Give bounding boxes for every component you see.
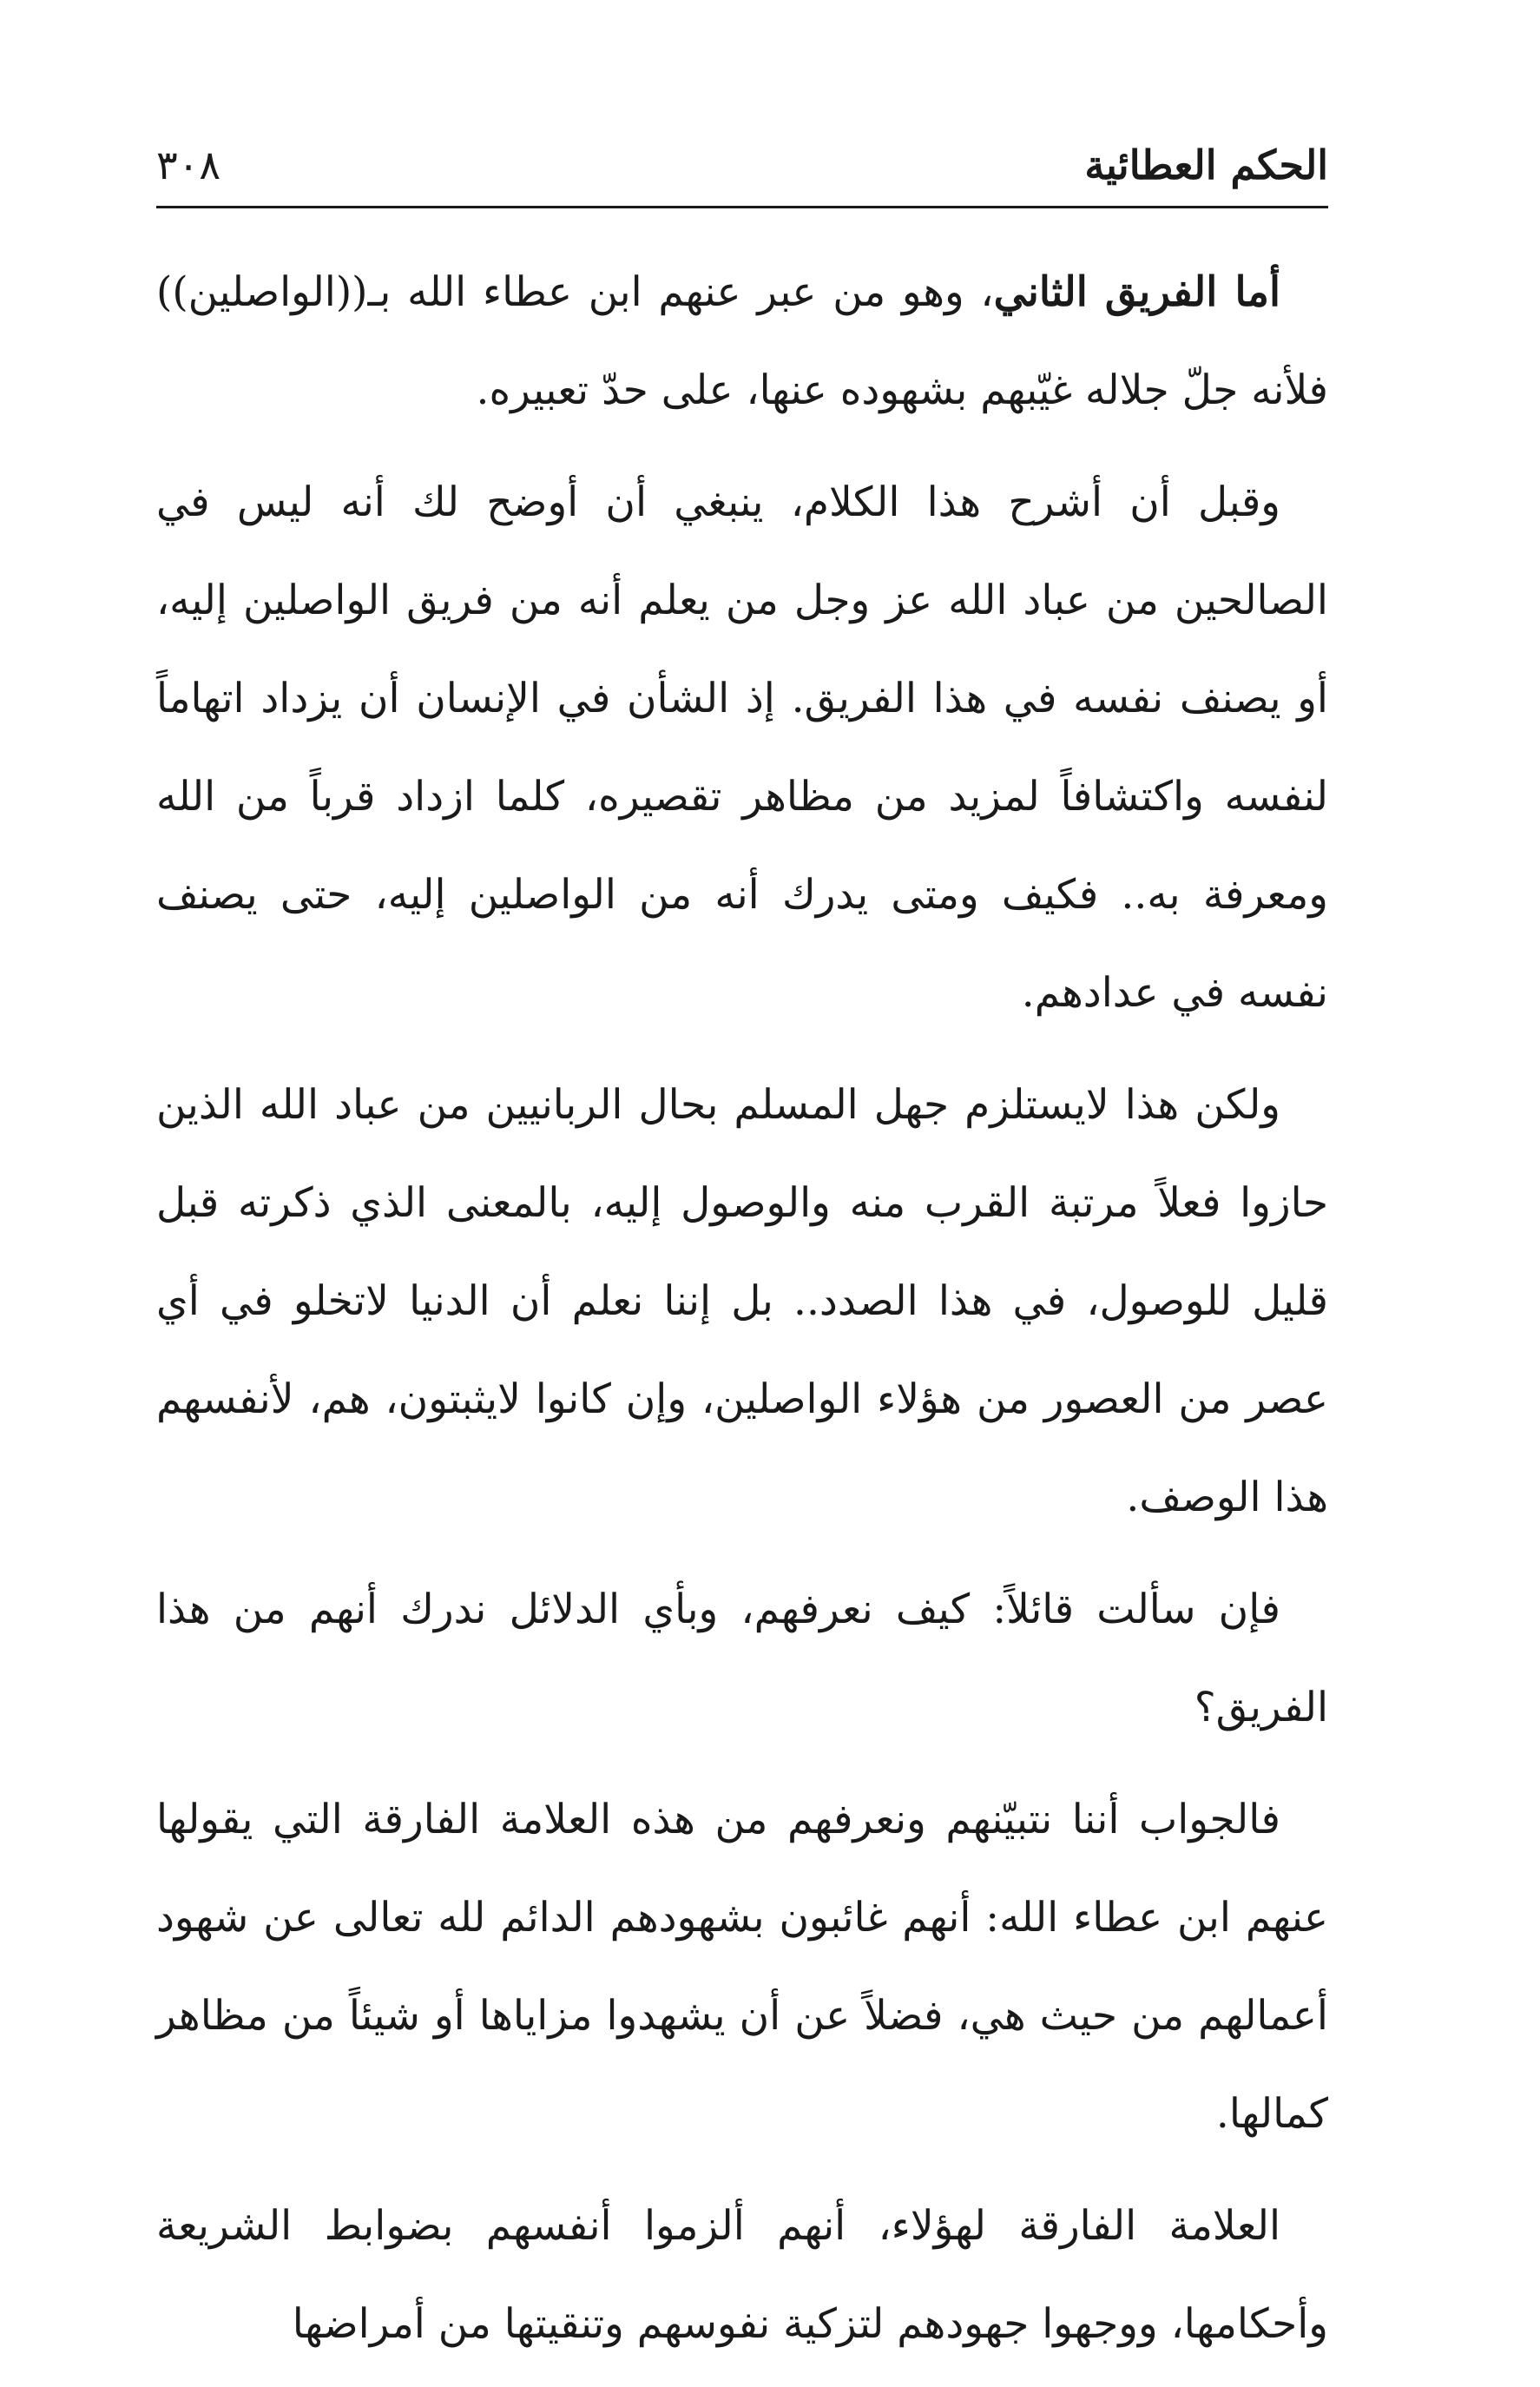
paragraph-1 bbox=[156, 243, 1328, 439]
paragraph-text: وقبل أن أشرح هذا الكلام، ينبغي أن أوضح لك أنه ليس في الصالحين من عباد الله عز وجل من يعلم أنه من فريق الواصلين إليه، أو يصنف نفسه في هذا الفريق. إذ الشأن في الإنسان أن يزداد اتهاماً لنفسه واكتشافاً لمزيد من مظاهر تقصيره، كلما ازداد قرباً من الله ومعرفة به.. فكيف ومتى يدرك أنه من الواصلين إليه، حتى يصنف نفسه في عدادهم. bbox=[156, 478, 1328, 1017]
paragraph-3 bbox=[156, 1056, 1328, 1546]
paragraph-2 bbox=[156, 453, 1328, 1042]
paragraph-5 bbox=[156, 1770, 1328, 2163]
paragraph-text: فإن سألت قائلاً: كيف نعرفهم، وبأي الدلائل ندرك أنهم من هذا الفريق؟ bbox=[156, 1586, 1328, 1731]
paragraph-text: ، وهو من عبر عنهم ابن عطاء الله بـ((الواصلين)) فلأنه جلّ جلاله غيّبهم بشهوده عنها، على حدّ تعبيره. bbox=[156, 268, 1328, 414]
paragraph-lead: أما الفريق الثاني bbox=[993, 268, 1281, 316]
header-divider bbox=[156, 206, 1328, 208]
paragraph-text: ولكن هذا لايستلزم جهل المسلم بحال الربانيين من عباد الله الذين حازوا فعلاً مرتبة القرب منه والوصول إليه، بالمعنى الذي ذكرته قبل قليل للوصول، في هذا الصدد.. بل إننا نعلم أن الدنيا لاتخلو في أي عصر من العصور من هؤلاء الواصلين، وإن كانوا لايثبتون، هم، لأنفسهم هذا الوصف. bbox=[156, 1081, 1328, 1521]
paragraph-4 bbox=[156, 1560, 1328, 1757]
page-number: ٣٠٨ bbox=[156, 142, 221, 188]
paragraph-6 bbox=[156, 2177, 1328, 2373]
running-header bbox=[156, 130, 1328, 208]
paragraph-text: فالجواب أننا نتبيّنهم ونعرفهم من هذه العلامة الفارقة التي يقولها عنهم ابن عطاء الله: أنهم غائبون بشهودهم الدائم لله تعالى عن شهود أعمالهم من حيث هي، فضلاً عن أن يشهدوا مزاياها أو شيئاً من مظاهر كمالها. bbox=[156, 1796, 1328, 2138]
paragraph-text: العلامة الفارقة لهؤلاء، أنهم ألزموا أنفسهم بضوابط الشريعة وأحكامها، ووجهوا جهودهم لتزكية نفوسهم وتنقيتها من أمراضها bbox=[156, 2202, 1328, 2348]
book-title: الحكم العطائية bbox=[1084, 142, 1328, 188]
page-body bbox=[156, 243, 1328, 2387]
